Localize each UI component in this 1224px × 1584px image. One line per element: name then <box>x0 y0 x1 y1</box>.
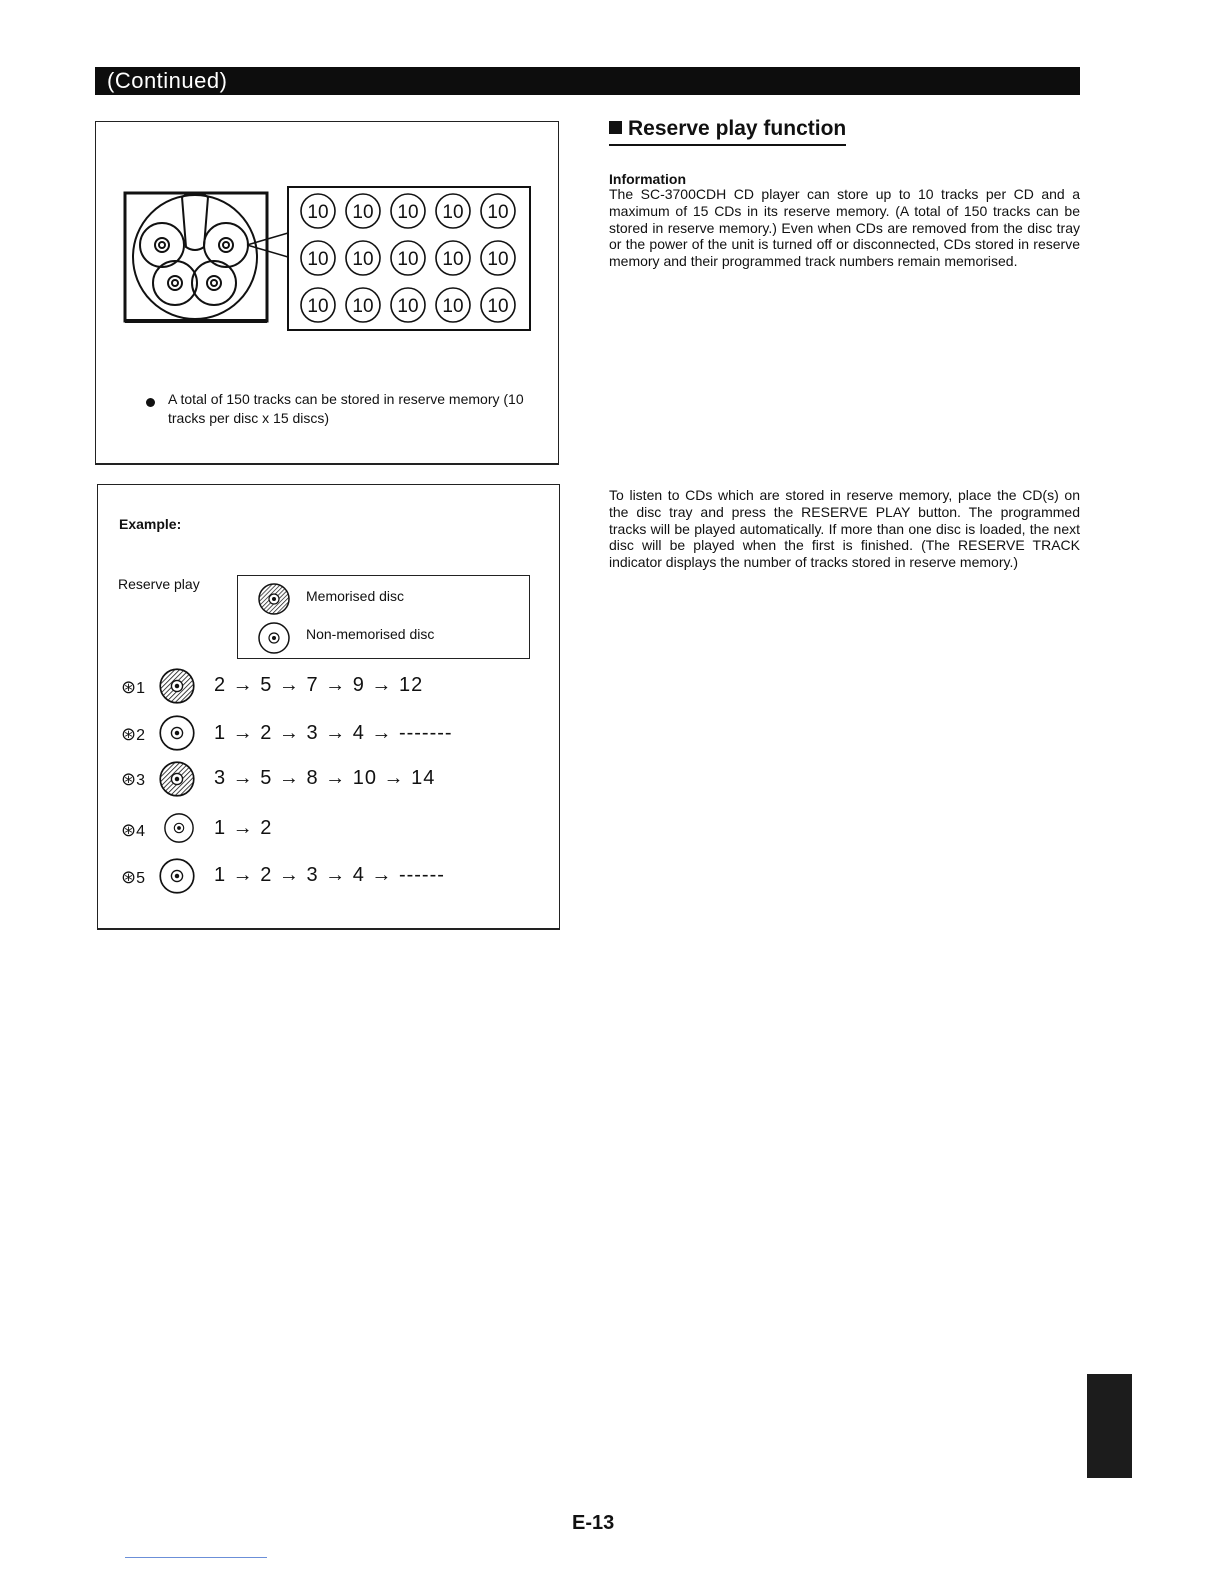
non-memorised-disc-icon <box>158 857 196 895</box>
track-count-circle <box>391 194 425 228</box>
legend-memorised-label: Memorised disc <box>306 588 405 604</box>
svg-text:10: 10 <box>442 202 464 223</box>
svg-text:10: 10 <box>487 202 509 223</box>
svg-text:10: 10 <box>307 296 329 317</box>
disc-position-label: ⊛1 <box>121 677 145 697</box>
track-count-circle <box>481 194 515 228</box>
track-count-circle <box>391 288 425 322</box>
track-count-circle <box>436 241 470 275</box>
track-count-circle <box>436 194 470 228</box>
track-count-circle <box>481 241 515 275</box>
svg-text:10: 10 <box>442 249 464 270</box>
svg-text:10: 10 <box>397 249 419 270</box>
svg-text:10: 10 <box>442 296 464 317</box>
track-count-circle <box>391 241 425 275</box>
svg-text:10: 10 <box>352 296 374 317</box>
svg-text:10: 10 <box>307 249 329 270</box>
storage-note: A total of 150 tracks can be stored in reserve memory (10 tracks per disc x 15 discs) <box>168 391 524 426</box>
track-sequence: 2 → 5 → 7 → 9 → 12 <box>214 674 424 696</box>
disc-tray-illustration <box>120 185 540 335</box>
disc-position-label: ⊛5 <box>121 867 145 887</box>
svg-text:10: 10 <box>307 202 329 223</box>
track-sequence: 1 → 2 → 3 → 4 → ------- <box>214 722 453 744</box>
svg-text:10: 10 <box>487 296 509 317</box>
track-sequence: 1 → 2 <box>214 817 273 839</box>
memorised-disc-icon <box>257 582 291 616</box>
non-memorised-disc-icon <box>163 812 195 844</box>
track-count-circle <box>346 241 380 275</box>
track-count-circle <box>301 194 335 228</box>
memorised-disc-icon <box>158 760 196 798</box>
track-sequence: 3 → 5 → 8 → 10 → 14 <box>214 767 436 789</box>
non-memorised-disc-icon <box>158 714 196 752</box>
disc-position-label: ⊛3 <box>121 769 145 789</box>
track-sequence: 1 → 2 → 3 → 4 → ------ <box>214 864 445 886</box>
info-paragraph: The SC-3700CDH CD player can store up to 10 tracks per CD and a maximum of 15 CDs in its reserve memory. (A total of 150 tracks can be stored in reserve memory.) Even when CDs are removed from the disc tray or the power of the unit is turned off or disconnected, CDs stored in reserve memory and their programmed track numbers remain memorised. <box>609 186 1080 270</box>
square-bullet-icon <box>609 121 622 134</box>
track-count-circle <box>301 288 335 322</box>
header-title: (Continued) <box>107 68 228 93</box>
example-label: Example: <box>119 516 182 532</box>
track-count-circle <box>301 241 335 275</box>
usage-paragraph: To listen to CDs which are stored in reserve memory, place the CD(s) on the disc tray and press the RESERVE PLAY button. The programmed tracks will be played automatically. If more than one disc is loaded, the next disc will be played when the first is finished. (The RESERVE TRACK indicator displays the number of tracks stored in reserve memory.) <box>609 487 1080 571</box>
track-count-circle <box>346 288 380 322</box>
reserve-play-label: Reserve play <box>118 576 200 592</box>
track-count-circle <box>346 194 380 228</box>
track-count-circle <box>436 288 470 322</box>
section-heading: Reserve play function <box>609 117 846 146</box>
memorised-disc-icon <box>158 667 196 705</box>
svg-text:10: 10 <box>397 296 419 317</box>
page-number: E-13 <box>572 1512 615 1534</box>
track-count-circle <box>481 288 515 322</box>
side-index-tab <box>1087 1374 1132 1478</box>
svg-text:10: 10 <box>487 249 509 270</box>
legend-non-memorised-label: Non-memorised disc <box>306 626 435 642</box>
disc-position-label: ⊛4 <box>121 820 145 840</box>
info-heading: Information <box>609 171 686 187</box>
svg-text:10: 10 <box>352 249 374 270</box>
disc-position-label: ⊛2 <box>121 724 145 744</box>
header-bar <box>95 67 1080 95</box>
non-memorised-disc-icon <box>257 621 291 655</box>
svg-text:10: 10 <box>397 202 419 223</box>
svg-text:10: 10 <box>352 202 374 223</box>
footer-rule <box>125 1557 267 1558</box>
